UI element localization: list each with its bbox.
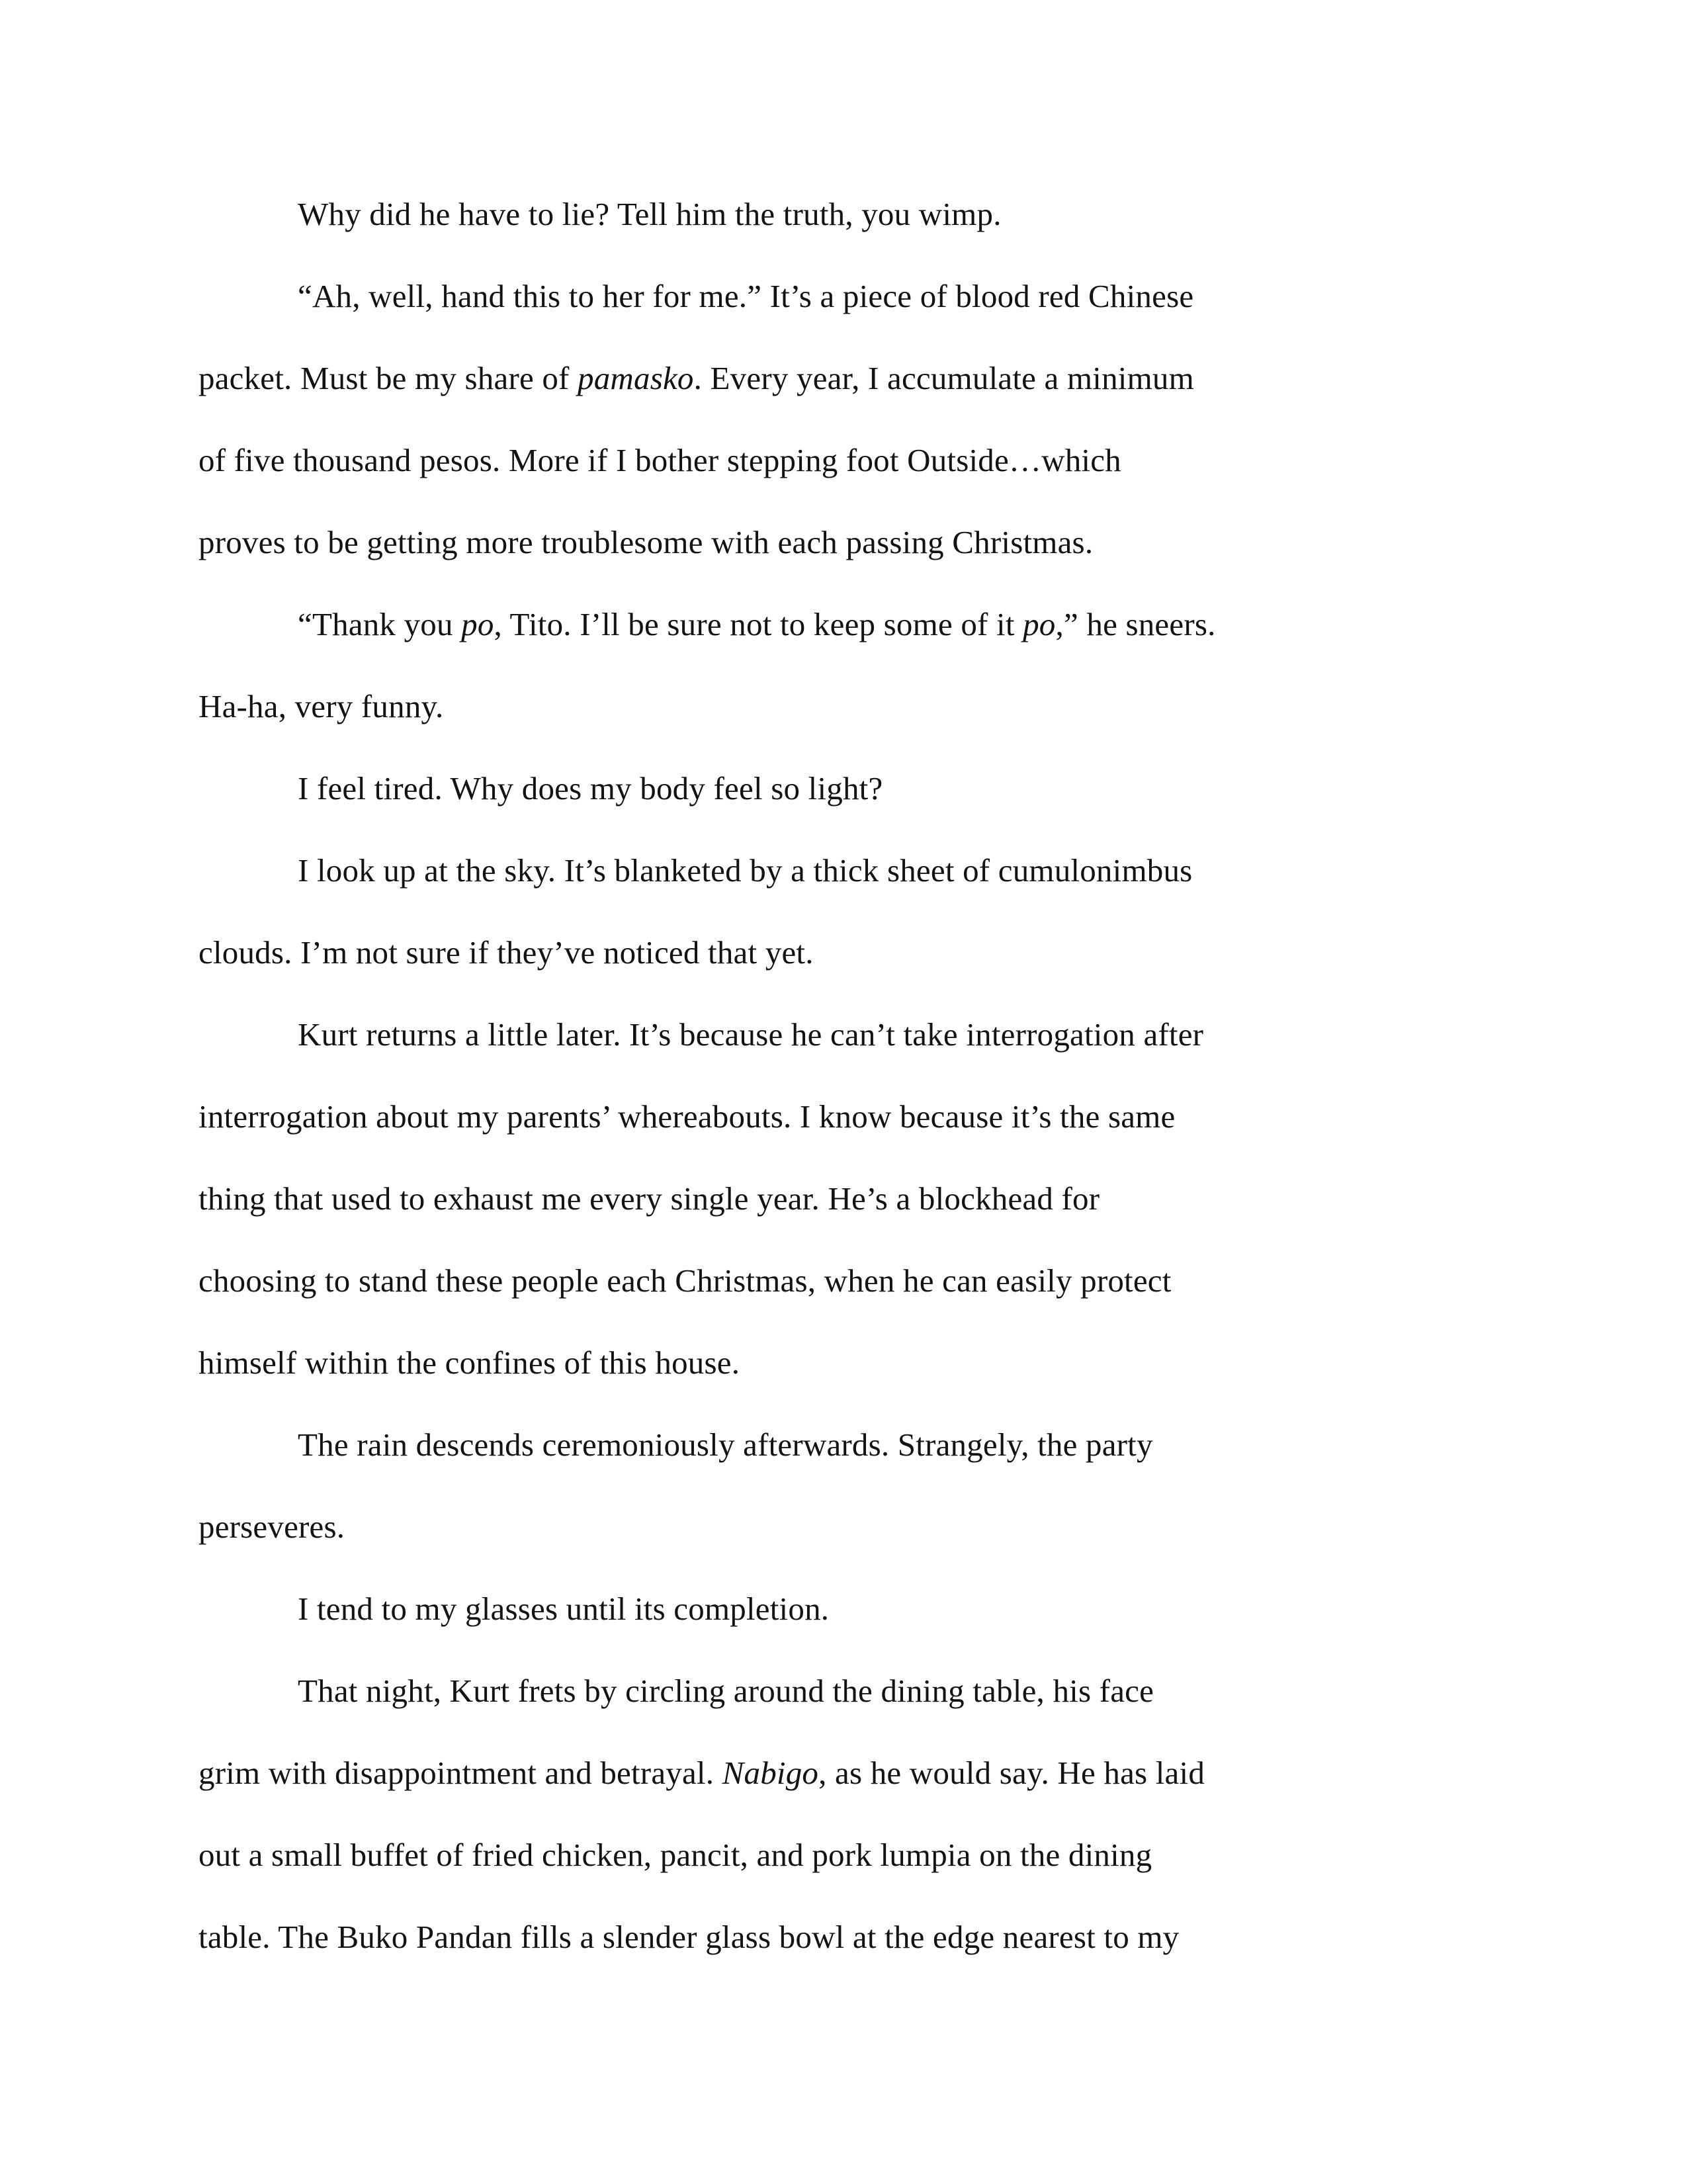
text-segment: That night, Kurt frets by circling around the dining table, his face <box>298 1673 1154 1709</box>
text-line <box>198 748 1515 830</box>
text-line <box>198 1322 1515 1404</box>
text-segment: I feel tired. Why does my body feel so light? <box>298 770 883 807</box>
text-segment: out a small buffet of fried chicken, pancit, and pork lumpia on the dining <box>198 1837 1152 1873</box>
text-segment: table. The Buko Pandan fills a slender glass bowl at the edge nearest to my <box>198 1919 1180 1955</box>
text-line <box>198 584 1515 666</box>
text-segment: I tend to my glasses until its completion. <box>298 1591 830 1627</box>
text-line <box>198 1076 1515 1158</box>
italic-text-segment: po <box>1023 606 1056 642</box>
text-segment: “Thank you <box>298 606 462 642</box>
text-segment: Ha-ha, very funny. <box>198 688 444 724</box>
text-segment: himself within the confines of this house. <box>198 1344 740 1381</box>
text-line <box>198 1486 1515 1568</box>
italic-text-segment: po <box>461 606 494 642</box>
text-line <box>198 1158 1515 1240</box>
text-segment: grim with disappointment and betrayal. <box>198 1755 722 1791</box>
text-segment: thing that used to exhaust me every single year. He’s a blockhead for <box>198 1180 1100 1217</box>
text-line <box>198 419 1515 502</box>
text-segment: , as he would say. He has laid <box>818 1755 1205 1791</box>
text-segment: ,” he sneers. <box>1055 606 1216 642</box>
text-line <box>198 337 1515 419</box>
text-segment: perseveres. <box>198 1508 345 1545</box>
text-line <box>198 255 1515 337</box>
text-line <box>198 1404 1515 1486</box>
text-line <box>198 666 1515 748</box>
text-segment: Kurt returns a little later. It’s because he can’t take interrogation after <box>298 1016 1204 1053</box>
text-line <box>198 1732 1515 1814</box>
text-segment: proves to be getting more troublesome with each passing Christmas. <box>198 524 1094 560</box>
text-line <box>198 1650 1515 1732</box>
text-segment: I look up at the sky. It’s blanketed by a thick sheet of cumulonimbus <box>298 852 1193 889</box>
text-line <box>198 994 1515 1076</box>
italic-text-segment: Nabigo <box>722 1755 819 1791</box>
text-segment: clouds. I’m not sure if they’ve noticed that yet. <box>198 934 814 971</box>
text-line <box>198 173 1515 255</box>
text-segment: The rain descends ceremoniously afterwards. Strangely, the party <box>298 1426 1153 1463</box>
text-segment: , Tito. I’ll be sure not to keep some of it <box>494 606 1023 642</box>
text-line <box>198 502 1515 584</box>
text-line <box>198 1814 1515 1896</box>
text-segment: interrogation about my parents’ whereabouts. I know because it’s the same <box>198 1098 1176 1135</box>
text-segment: Why did he have to lie? Tell him the truth, you wimp. <box>298 196 1002 232</box>
text-segment: choosing to stand these people each Christmas, when he can easily protect <box>198 1262 1172 1299</box>
text-segment: “Ah, well, hand this to her for me.” It’s a piece of blood red Chinese <box>298 278 1194 314</box>
text-line <box>198 830 1515 912</box>
text-line <box>198 1240 1515 1322</box>
text-segment: packet. Must be my share of <box>198 360 578 396</box>
text-segment: of five thousand pesos. More if I bother stepping foot Outside…which <box>198 442 1121 478</box>
text-line <box>198 1896 1515 1978</box>
text-line <box>198 1568 1515 1650</box>
text-segment: . Every year, I accumulate a minimum <box>693 360 1194 396</box>
italic-text-segment: pamasko <box>578 360 694 396</box>
text-line <box>198 912 1515 994</box>
